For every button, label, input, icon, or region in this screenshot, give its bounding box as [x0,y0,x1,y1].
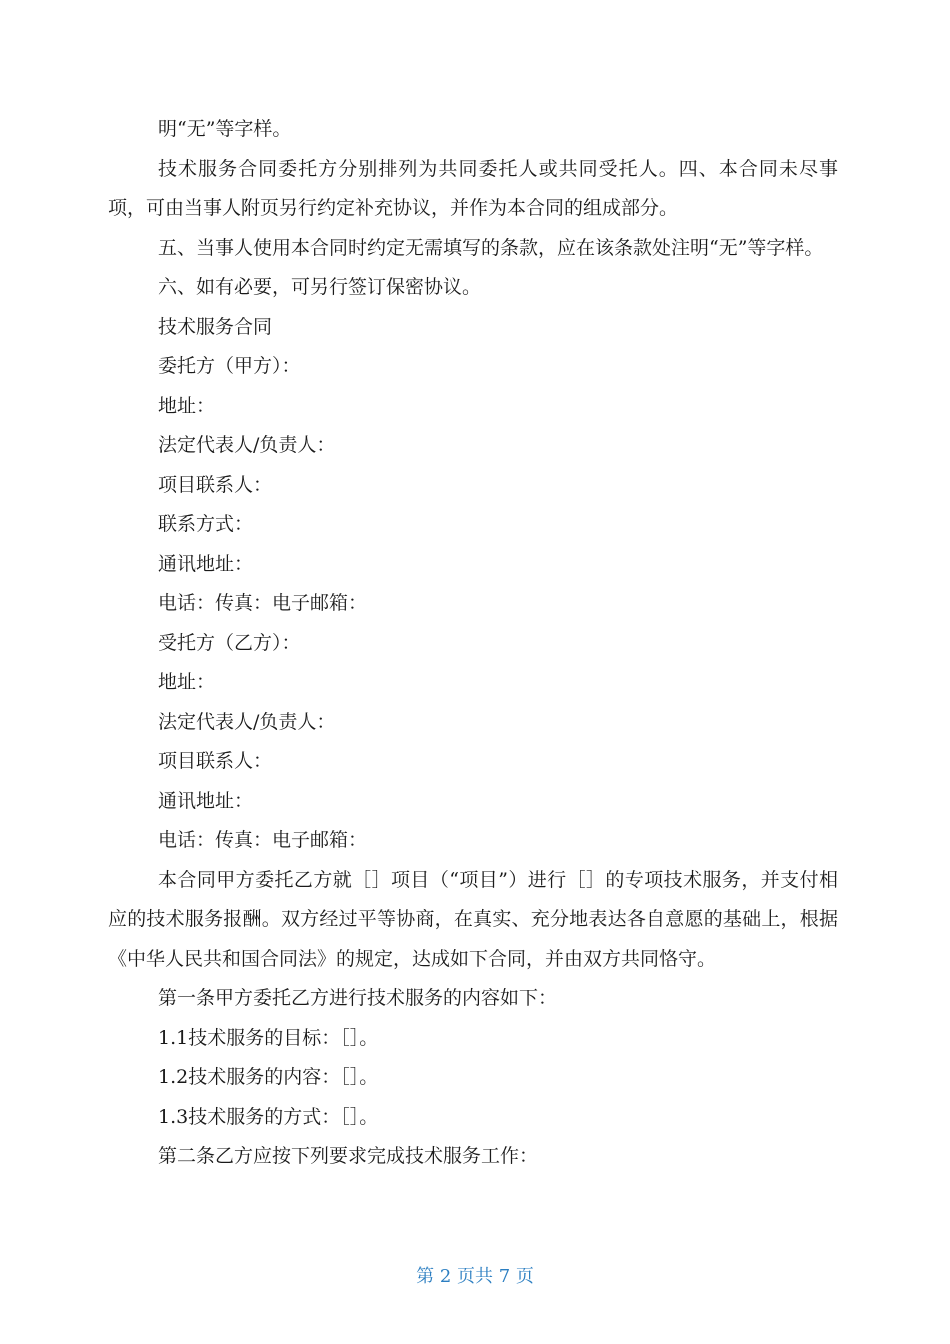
party-a-representative: 法定代表人/负责人： [158,434,336,456]
party-a-contact-person: 项目联系人： [158,473,273,496]
paragraph: 技术服务合同委托方分别排列为共同委托人或共同受托人。四、本合同未尽事项，可由当事人附页另行约定补充协议，并作为本合同的组成部分。 [108,157,838,219]
clause-heading: 第二条乙方应按下列要求完成技术服务工作： [158,1145,539,1167]
party-a-label: 委托方（甲方）： [158,355,301,377]
party-b-address: 地址： [158,671,216,693]
paragraph: 六、如有必要，可另行签订保密协议。 [158,276,482,298]
party-b-contact-person: 项目联系人： [158,750,273,772]
page-number-footer: 第 2 页共 7 页 [416,1266,534,1287]
document-body [108,110,838,1177]
party-a-address: 地址： [158,394,216,417]
clause-heading: 第一条甲方委托乙方进行技术服务的内容如下： [158,987,558,1009]
paragraph: 五、当事人使用本合同时约定无需填写的条款，应在该条款处注明“无”等字样。 [158,236,824,259]
party-a-mailing-address: 通讯地址： [158,552,254,575]
paragraph: 本合同甲方委托乙方就［］项目（“项目”）进行［］的专项技术服务，并支付相应的技术服务报酬。双方经过平等协商，在真实、充分地表达各自意愿的基础上，根据《中华人民共和国合同法》的规定，达成如下合同，并由双方共同恪守。 [108,868,838,970]
party-b-representative: 法定代表人/负责人： [158,710,336,733]
clause-item: 1.3技术服务的方式：［］。 [158,1105,379,1128]
clause-item: 1.2技术服务的内容：［］。 [158,1066,379,1088]
party-b-label: 受托方（乙方）： [158,631,301,654]
party-b-phone-fax-email: 电话：传真：电子邮箱： [158,829,368,851]
clause-item: 1.1技术服务的目标：［］。 [158,1026,379,1049]
contract-title: 技术服务合同 [158,315,273,338]
paragraph: 明“无”等字样。 [158,118,292,140]
party-a-phone-fax-email: 电话：传真：电子邮箱： [158,592,368,614]
party-a-contact-method: 联系方式： [158,513,254,535]
party-b-mailing-address: 通讯地址： [158,789,254,812]
